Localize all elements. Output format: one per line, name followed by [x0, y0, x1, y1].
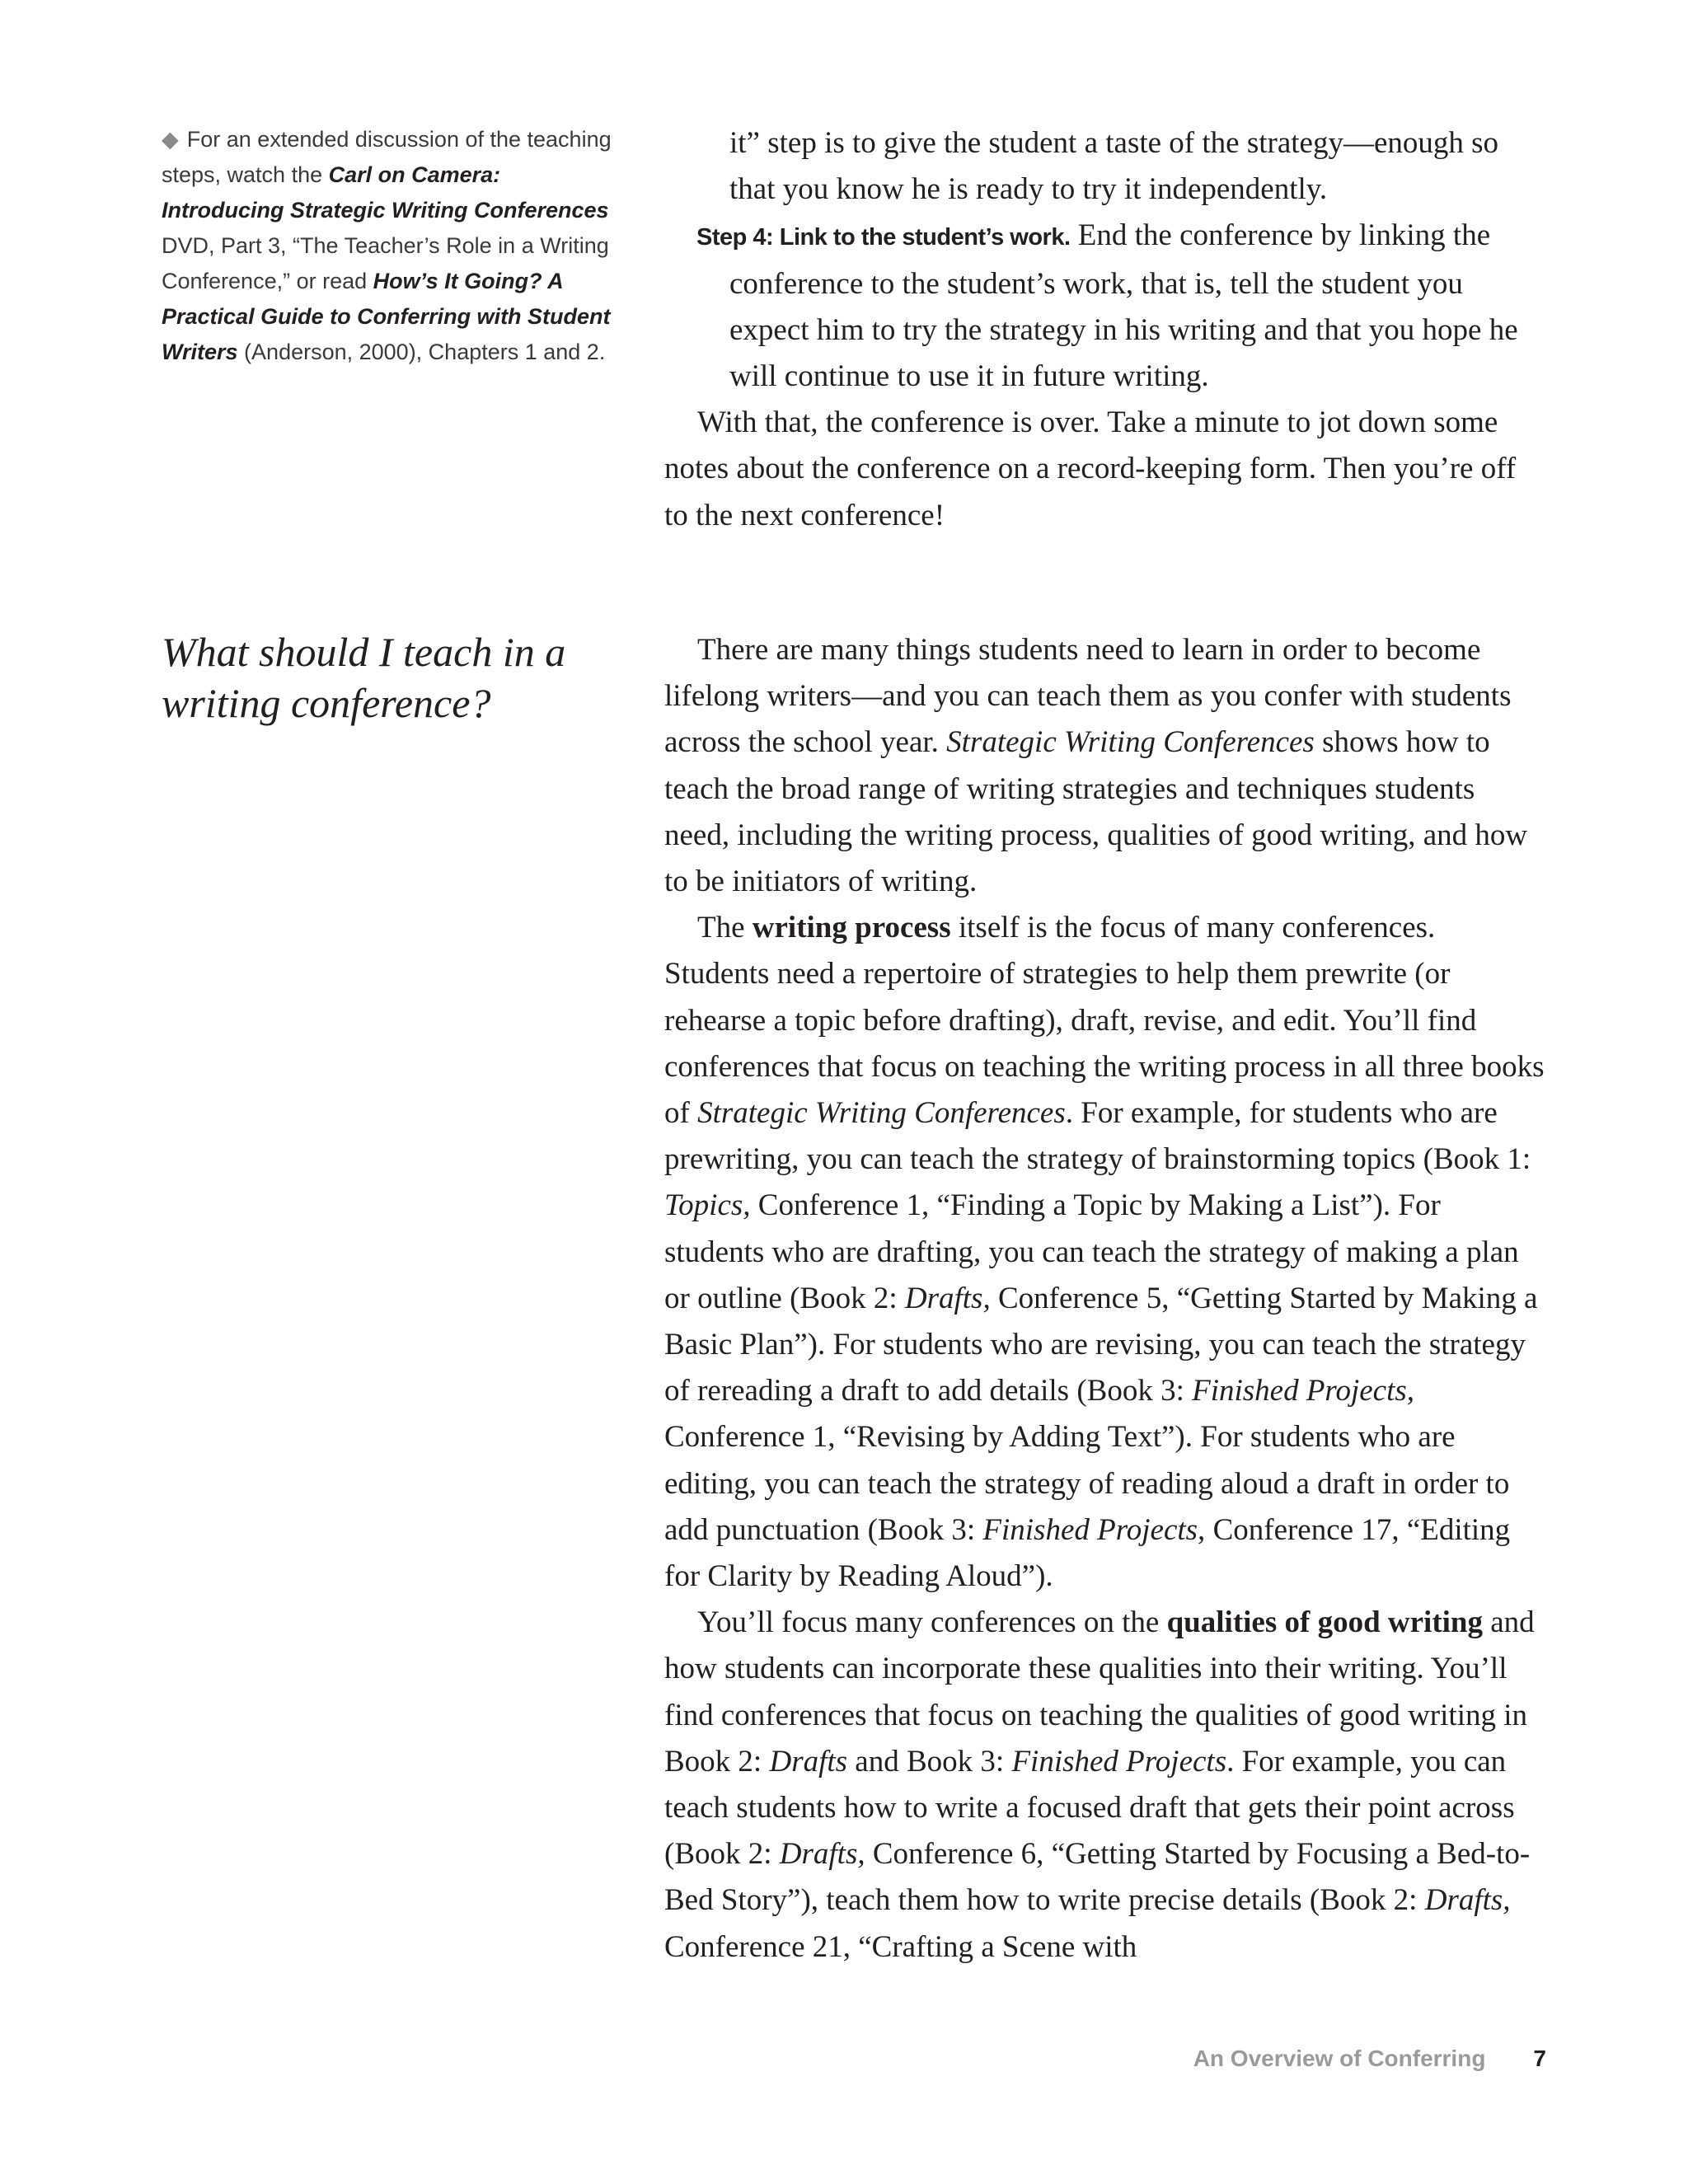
paragraph-text: End the conference by linking the conference to the student’s work, that is, tell the student you expect him to try the strategy in his writing and that you hope he will continue to use it in future writing. — [729, 218, 1518, 394]
italic-title: Drafts, — [1424, 1883, 1511, 1918]
closing-paragraph: With that, the conference is over. Take a minute to jot down some notes about the conference on a record-keeping form. Then you’re off to the next conference! — [664, 405, 1517, 532]
italic-title: Strategic Writing Conferences — [946, 725, 1315, 760]
body-paragraph — [664, 905, 1546, 1600]
italic-title: Finished Projects, — [982, 1512, 1206, 1547]
paragraph-text: The — [697, 911, 753, 945]
step-4-label: Step 4: Link to the student’s work. — [696, 224, 1071, 251]
italic-title: Drafts — [769, 1744, 848, 1779]
margin-note-text: For an extended discussion of the teaching steps, watch the — [162, 127, 612, 187]
paragraph-text: Conference 21, “Crafting a Scene with — [664, 1929, 1137, 1964]
paragraph-text: and how students can incorporate these qualities into their writing. You’ll find conferences that focus on teaching the qualities of good writing in Book 2: — [664, 1605, 1535, 1779]
dvd-title: Carl on Camera: Introducing Strategic Writing Conferences — [162, 162, 609, 223]
italic-title: Finished Projects — [1011, 1744, 1227, 1779]
margin-note — [162, 122, 623, 370]
step-4-paragraph — [664, 213, 1546, 400]
margin-note-text: DVD, Part 3, “The Teacher’s Role in a Writing Conference,” or read — [162, 233, 609, 293]
italic-title: Drafts, — [904, 1281, 991, 1315]
bold-term: qualities of good writing — [1166, 1605, 1483, 1640]
paragraph-text: Conference 1, “Finding a Topic by Making a List”). For students who are drafting, you can teach the strategy of making a plan or outline (Book 2: — [664, 1188, 1519, 1315]
italic-title: Finished Projects, — [1192, 1374, 1415, 1408]
paragraph-text: There are many things students need to learn in order to become lifelong writers—and you can teach them as you confer with students across the school year. — [664, 633, 1512, 760]
paragraph-text: shows how to teach the broad range of writing strategies and techniques students need, including the writing process, qualities of good writing, and how to be initiators of writing. — [664, 725, 1528, 899]
main-text-column — [664, 627, 1546, 1971]
paragraph-text: Conference 6, “Getting Started by Focusing a Bed-to-Bed Story”), teach them how to write precise details (Book 2: — [664, 1837, 1531, 1918]
paragraph-text: . For example, for students who are prewriting, you can teach the strategy of brainstorming topics (Book 1: — [664, 1096, 1531, 1177]
step-3-continuation — [664, 120, 1546, 213]
italic-title: Strategic Writing Conferences — [697, 1096, 1066, 1131]
italic-title: Topics, — [664, 1188, 751, 1223]
paragraph-text: Conference 1, “Revising by Adding Text”). For students who are editing, you can teach the strategy of reading aloud a draft in order to add punctuation (Book 3: — [664, 1420, 1510, 1547]
page-number: 7 — [1533, 2046, 1546, 2071]
top-text-column — [664, 120, 1546, 539]
paragraph-text: and Book 3: — [847, 1744, 1012, 1779]
body-paragraph — [664, 1600, 1546, 1971]
book-title: How’s It Going? A Practical Guide to Conferring with Student Writers — [162, 269, 611, 364]
margin-note-text: (Anderson, 2000), Chapters 1 and 2. — [237, 340, 606, 364]
paragraph-text: itself is the focus of many conferences. Students need a repertoire of strategies to help them prewrite (or rehearse a topic before drafting), draft, revise, and edit. You’ll find conferences that focus on teaching the writing process in all three books of — [664, 911, 1545, 1131]
paragraph-text: it” step is to give the student a taste of the strategy—enough so that you know he is ready to try it independently. — [729, 126, 1499, 207]
page-footer — [1193, 2046, 1546, 2072]
paragraph-text: . For example, you can teach students how to write a focused draft that gets their point across (Book 2: — [664, 1744, 1515, 1872]
paragraph-text: Conference 17, “Editing for Clarity by Reading Aloud”). — [664, 1512, 1511, 1594]
body-paragraph — [664, 627, 1546, 905]
paragraph-text: You’ll focus many conferences on the — [697, 1605, 1167, 1640]
bold-term: writing process — [752, 911, 951, 945]
section-heading: What should I teach in a writing conference? — [162, 629, 566, 726]
paragraph-text: Conference 5, “Getting Started by Making a Basic Plan”). For students who are revising, you can teach the strategy of rereading a draft to add details (Book 3: — [664, 1281, 1538, 1408]
running-title: An Overview of Conferring — [1193, 2046, 1486, 2071]
diamond-bullet-icon: ◆ — [162, 127, 179, 152]
italic-title: Drafts, — [779, 1837, 865, 1872]
